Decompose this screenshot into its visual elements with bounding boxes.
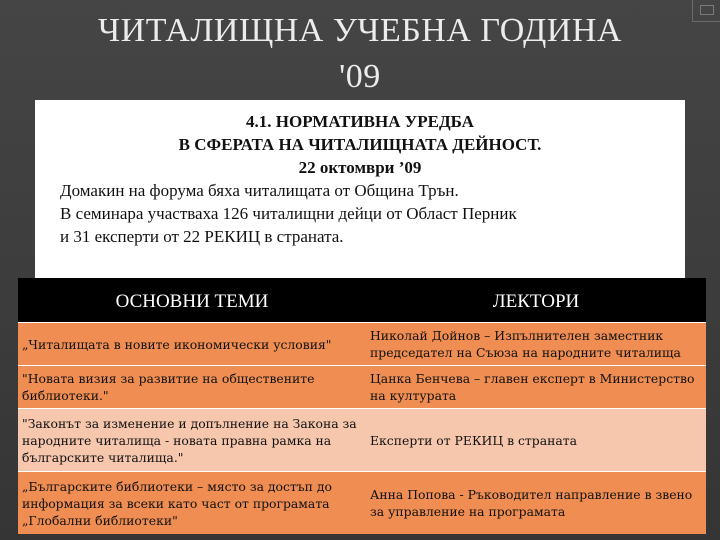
lecturer-cell: Цанка Бенчева – главен експерт в Министерство на културата — [366, 366, 706, 409]
table-row — [18, 366, 706, 409]
topic-cell: "Законът за изменение и допълнение на Закона за народните читалища - новата правна рамка на българските читалища." — [18, 409, 366, 472]
topic-cell: „Читалищата в новите икономически условия" — [18, 323, 366, 366]
intro-line2: В семинара участваха 126 читалищни дейци от Област Перник — [60, 204, 517, 223]
header-topics: ОСНОВНИ ТЕМИ — [18, 278, 366, 323]
header-lecturers: ЛЕКТОРИ — [366, 278, 706, 323]
intro-heading-line2: В СФЕРАТА НА ЧИТАЛИЩНАТА ДЕЙНОСТ. — [178, 135, 542, 154]
lecturer-cell: Николай Дойнов – Изпълнителен заместник председател на Съюза на народните читалища — [366, 323, 706, 366]
intro-heading-line1: 4.1. НОРМАТИВНА УРЕДБА — [246, 112, 474, 131]
topic-cell: „Българските библиотеки – място за достъп до информация за всеки като част от програмата „Глобални библиотеки" — [18, 472, 366, 535]
table-row — [18, 323, 706, 366]
table-header-row — [18, 278, 706, 323]
table-row — [18, 472, 706, 535]
slide-title — [0, 8, 720, 100]
slide-title-line1: ЧИТАЛИЩНА УЧЕБНА ГОДИНА — [98, 12, 622, 49]
lecturer-cell: Анна Попова - Ръководител направление в звено за управление на програмата — [366, 472, 706, 535]
topic-cell: "Новата визия за развитие на обществените библиотеки." — [18, 366, 366, 409]
intro-box — [35, 100, 685, 278]
intro-date: 22 октомври ’09 — [298, 158, 422, 177]
intro-line3: и 31 експерти от 22 РЕКИЦ в страната. — [60, 227, 344, 246]
lecturer-cell: Експерти от РЕКИЦ в страната — [366, 409, 706, 472]
intro-line1: Домакин на форума бяха читалищата от Община Трън. — [60, 181, 459, 200]
intro-text — [35, 110, 685, 248]
slide-title-line2: '09 — [339, 58, 381, 95]
table-row — [18, 409, 706, 472]
topics-table — [18, 278, 706, 534]
